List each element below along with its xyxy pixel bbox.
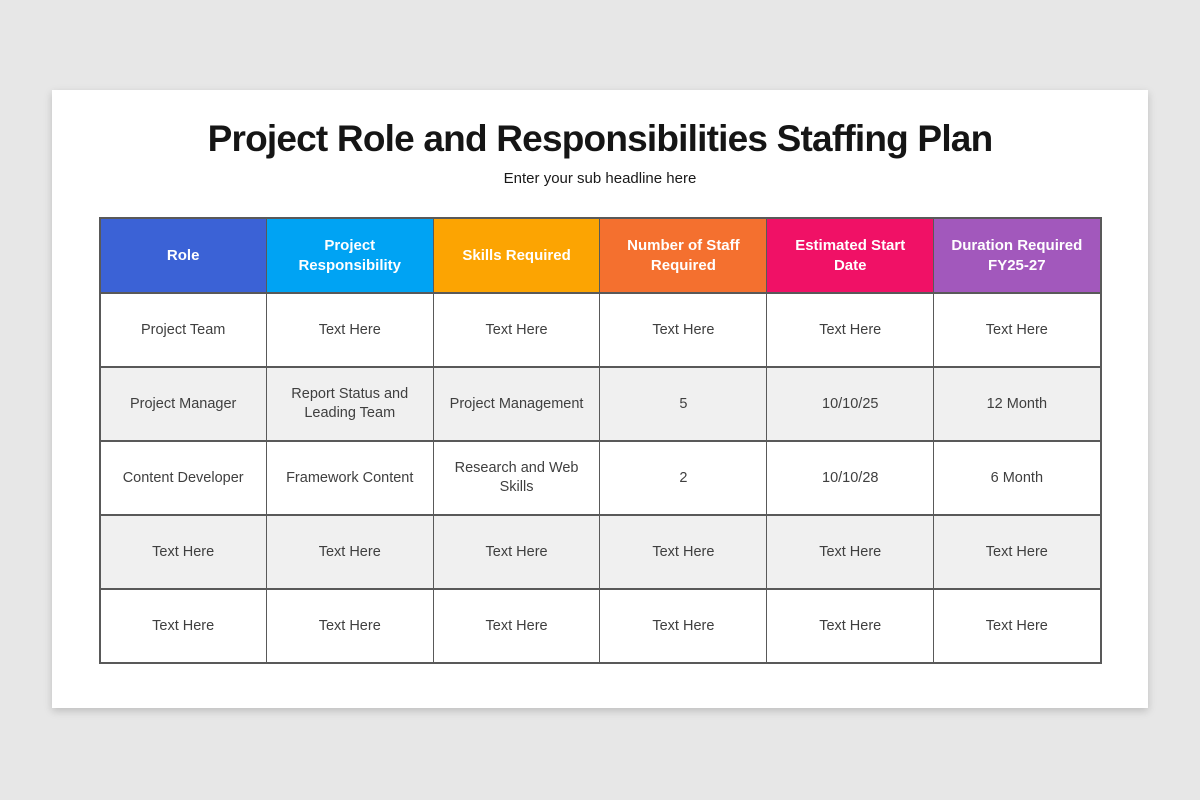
table-row-2 — [100, 367, 1101, 441]
page-subtitle: Enter your sub headline here — [503, 170, 697, 188]
table-header — [100, 218, 1101, 293]
table-cell-r3-c5: 10/10/28 — [767, 441, 934, 515]
table-cell-r4-c2: Text Here — [266, 515, 433, 589]
table-cell-r1-c6: Text Here — [934, 293, 1101, 367]
table-cell-r3-c4: 2 — [600, 441, 767, 515]
table-cell-r4-c3: Text Here — [433, 515, 600, 589]
table-cell-r3-c1: Content Developer — [100, 441, 267, 515]
column-header-skills-required: Skills Required — [433, 218, 600, 293]
table-body — [100, 293, 1101, 663]
table-cell-r2-c5: 10/10/25 — [767, 367, 934, 441]
column-header-estimated-start-date: Estimated Start Date — [767, 218, 934, 293]
table-cell-r5-c4: Text Here — [600, 589, 767, 663]
column-header-duration-required-fy25-27: Duration Required FY25-27 — [934, 218, 1101, 293]
column-header-project-responsibility: Project Responsibility — [266, 218, 433, 293]
slide-card — [52, 90, 1148, 708]
table-cell-r3-c2: Framework Content — [266, 441, 433, 515]
table-cell-r5-c1: Text Here — [100, 589, 267, 663]
table-row-5 — [100, 589, 1101, 663]
column-header-number-of-staff-required: Number of Staff Required — [600, 218, 767, 293]
table-cell-r3-c6: 6 Month — [934, 441, 1101, 515]
table-cell-r4-c6: Text Here — [934, 515, 1101, 589]
table-cell-r2-c6: 12 Month — [934, 367, 1101, 441]
table-cell-r5-c6: Text Here — [934, 589, 1101, 663]
table-row-1 — [100, 293, 1101, 367]
table-cell-r5-c3: Text Here — [433, 589, 600, 663]
table-row-4 — [100, 515, 1101, 589]
staffing-plan-table — [99, 217, 1102, 664]
table-cell-r2-c3: Project Management — [433, 367, 600, 441]
table-cell-r3-c3: Research and Web Skills — [433, 441, 600, 515]
table-row-3 — [100, 441, 1101, 515]
table-cell-r4-c4: Text Here — [600, 515, 767, 589]
table-cell-r5-c2: Text Here — [266, 589, 433, 663]
table-cell-r2-c1: Project Manager — [100, 367, 267, 441]
table-cell-r1-c5: Text Here — [767, 293, 934, 367]
table-cell-r2-c4: 5 — [600, 367, 767, 441]
table-cell-r1-c2: Text Here — [266, 293, 433, 367]
table-cell-r4-c5: Text Here — [767, 515, 934, 589]
table-cell-r1-c4: Text Here — [600, 293, 767, 367]
table-cell-r1-c1: Project Team — [100, 293, 267, 367]
table-cell-r5-c5: Text Here — [767, 589, 934, 663]
column-header-role: Role — [100, 218, 267, 293]
table-cell-r4-c1: Text Here — [100, 515, 267, 589]
page-title: Project Role and Responsibilities Staffing Plan — [207, 118, 993, 159]
table-cell-r2-c2: Report Status and Leading Team — [266, 367, 433, 441]
table-cell-r1-c3: Text Here — [433, 293, 600, 367]
table-header-row — [100, 218, 1101, 293]
